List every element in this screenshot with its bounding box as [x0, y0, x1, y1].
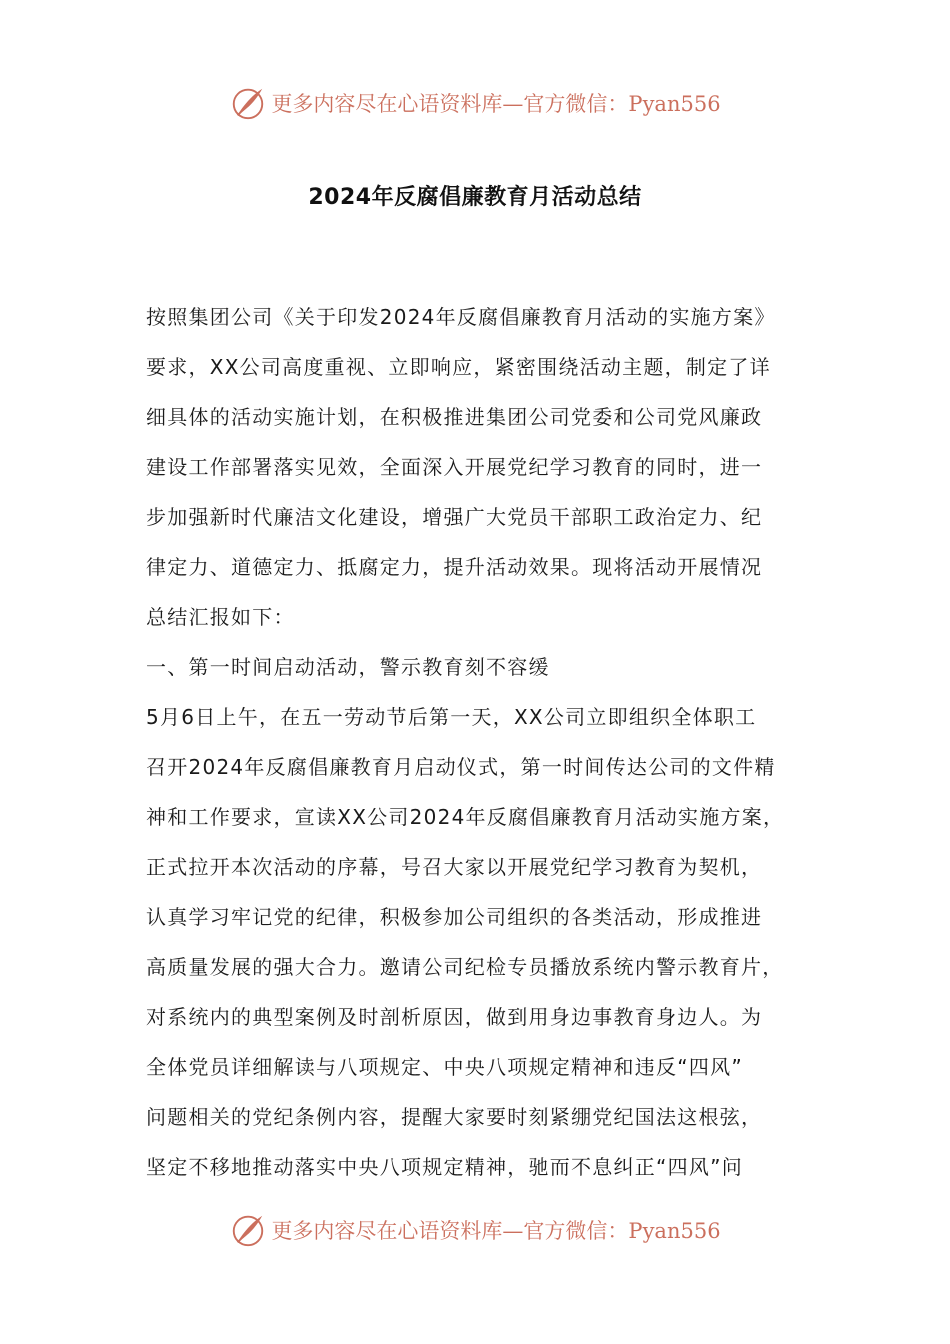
body-line: 步加强新时代廉洁文化建设，增强广大党员干部职工政治定力、纪 — [146, 505, 763, 529]
body-line: 细具体的活动实施计划，在积极推进集团公司党委和公司党风廉政 — [146, 405, 763, 429]
body-line: 认真学习牢记党的纪律，积极参加公司组织的各类活动，形成推进 — [146, 905, 763, 929]
body-line: 正式拉开本次活动的序幕，号召大家以开展党纪学习教育为契机， — [146, 855, 763, 879]
body-line: 5月6日上午，在五一劳动节后第一天，XX公司立即组织全体职工 — [146, 705, 757, 729]
body-line: 问题相关的党纪条例内容，提醒大家要时刻紧绷党纪国法这根弦， — [146, 1105, 763, 1129]
body-line: 全体党员详细解读与八项规定、中央八项规定精神和违反“四风” — [146, 1055, 743, 1079]
body-line: 召开2024年反腐倡廉教育月启动仪式，第一时间传达公司的文件精 — [146, 755, 776, 779]
body-line: 坚定不移地推动落实中央八项规定精神，驰而不息纠正“四风”问 — [146, 1155, 743, 1179]
feather-pen-logo-icon — [229, 84, 267, 122]
footer-watermark — [0, 1211, 950, 1249]
body-line: 总结汇报如下： — [146, 605, 295, 629]
body-line: 高质量发展的强大合力。邀请公司纪检专员播放系统内警示教育片， — [146, 955, 784, 979]
body-line: 律定力、道德定力、抵腐定力，提升活动效果。现将活动开展情况 — [146, 555, 763, 579]
body-line: 神和工作要求，宣读XX公司2024年反腐倡廉教育月活动实施方案， — [146, 805, 785, 829]
body-line: 建设工作部署落实见效，全面深入开展党纪学习教育的同时，进一 — [146, 455, 763, 479]
body-line: 按照集团公司《关于印发2024年反腐倡廉教育月活动的实施方案》 — [146, 305, 776, 329]
watermark-text: 更多内容尽在心语资料库—官方微信：Pyan556 — [271, 92, 721, 116]
document-title: 2024年反腐倡廉教育月活动总结 — [308, 185, 642, 210]
section-heading: 一、第一时间启动活动，警示教育刻不容缓 — [146, 655, 550, 679]
watermark-text: 更多内容尽在心语资料库—官方微信：Pyan556 — [271, 1219, 721, 1243]
header-watermark — [0, 84, 950, 122]
document-body — [146, 296, 806, 1196]
body-line: 要求，XX公司高度重视、立即响应，紧密围绕活动主题，制定了详 — [146, 355, 771, 379]
feather-pen-logo-icon — [229, 1211, 267, 1249]
body-line: 对系统内的典型案例及时剖析原因，做到用身边事教育身边人。为 — [146, 1005, 763, 1029]
